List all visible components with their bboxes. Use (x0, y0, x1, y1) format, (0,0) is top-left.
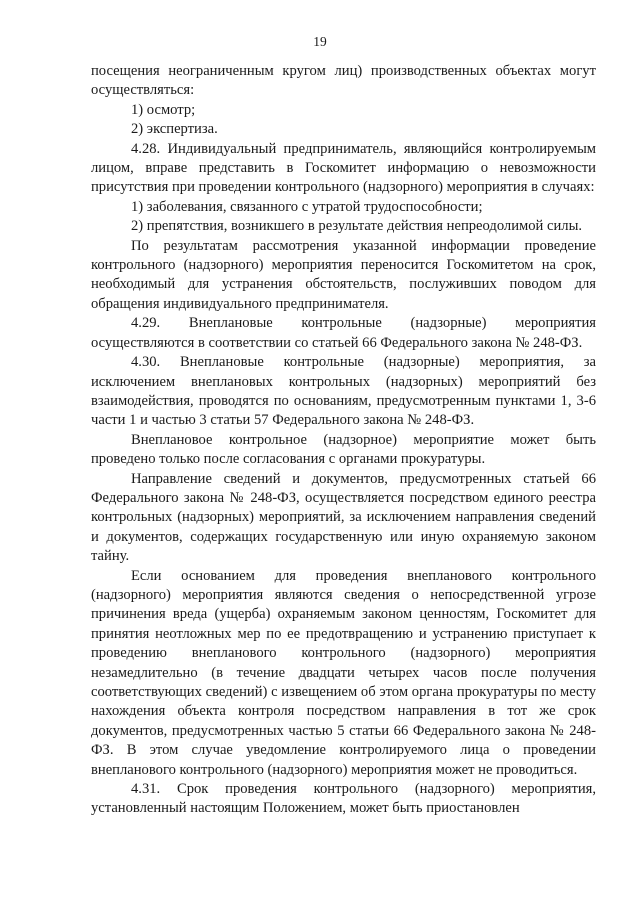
list-item-illness: 1) заболевания, связанного с утратой трудоспособности; (131, 198, 483, 215)
paragraph-postponement: По результатам рассмотрения указанной информации проведение контрольного (надзорного) мероприятия переносится Госкомитетом на срок, необходимый для устранения обстоятельств, послуживших поводом для обращения индивидуального предпринимателя. (91, 237, 596, 312)
page-number: 19 (313, 34, 327, 49)
paragraph-urgent-threat: Если основанием для проведения внепланового контрольного (надзорного) мероприятия являются сведения о непосредственной угрозе причинения вреда (ущерба) охраняемым законом ценностям, Госкомитет для принятия неотложных мер по ее предотвращению и устранению приступает к проведению внепланового контрольного (надзорного) мероприятия незамедлительно (в течение двадцати четырех часов после получения соответствующих сведений) с извещением об этом органа прокуратуры по месту нахождения объекта контроля посредством направления в тот же срок документов, предусмотренных частью 5 статьи 66 Федерального закона № 248-ФЗ. В этом случае уведомление контролируемого лица о проведении внепланового контрольного (надзорного) мероприятия может не проводиться. (91, 567, 596, 778)
paragraph-4-28: 4.28. Индивидуальный предприниматель, являющийся контролируемым лицом, вправе представить в Госкомитет информацию о невозможности присутствия при проведении контрольного (надзорного) мероприятия в случаях: (91, 140, 596, 196)
list-item-expertise: 2) экспертиза. (131, 121, 218, 138)
list-item-inspection: 1) осмотр; (131, 101, 196, 118)
paragraph-register: Направление сведений и документов, предусмотренных статьей 66 Федерального закона № 248-ФЗ, осуществляется посредством единого реестра контрольных (надзорных) мероприятий, за исключением направления сведений и документов, содержащих государственную или иную охраняемую законом тайну. (91, 470, 596, 565)
paragraph-4-31: 4.31. Срок проведения контрольного (надзорного) мероприятия, установленный настоящим Положением, может быть приостановлен (91, 781, 596, 817)
paragraph-4-29: 4.29. Внеплановые контрольные (надзорные) мероприятия осуществляются в соответствии со статьей 66 Федерального закона № 248-ФЗ. (91, 315, 596, 351)
paragraph-prosecutor-approval: Внеплановое контрольное (надзорное) мероприятие может быть проведено только после согласования с органами прокуратуры. (91, 431, 596, 468)
document-body (91, 62, 596, 819)
paragraph-4-30: 4.30. Внеплановые контрольные (надзорные) мероприятия, за исключением внеплановых контрольных (надзорных) мероприятий без взаимодействия, проводятся по основаниям, предусмотренным пунктами 1, 3-6 части 1 и частью 3 статьи 57 Федерального закона № 248-ФЗ. (91, 354, 596, 429)
list-item-force-majeure: 2) препятствия, возникшего в результате действия непреодолимой силы. (131, 218, 583, 235)
paragraph-intro: посещения неограниченным кругом лиц) производственных объектах могут осуществляться: (91, 63, 596, 99)
